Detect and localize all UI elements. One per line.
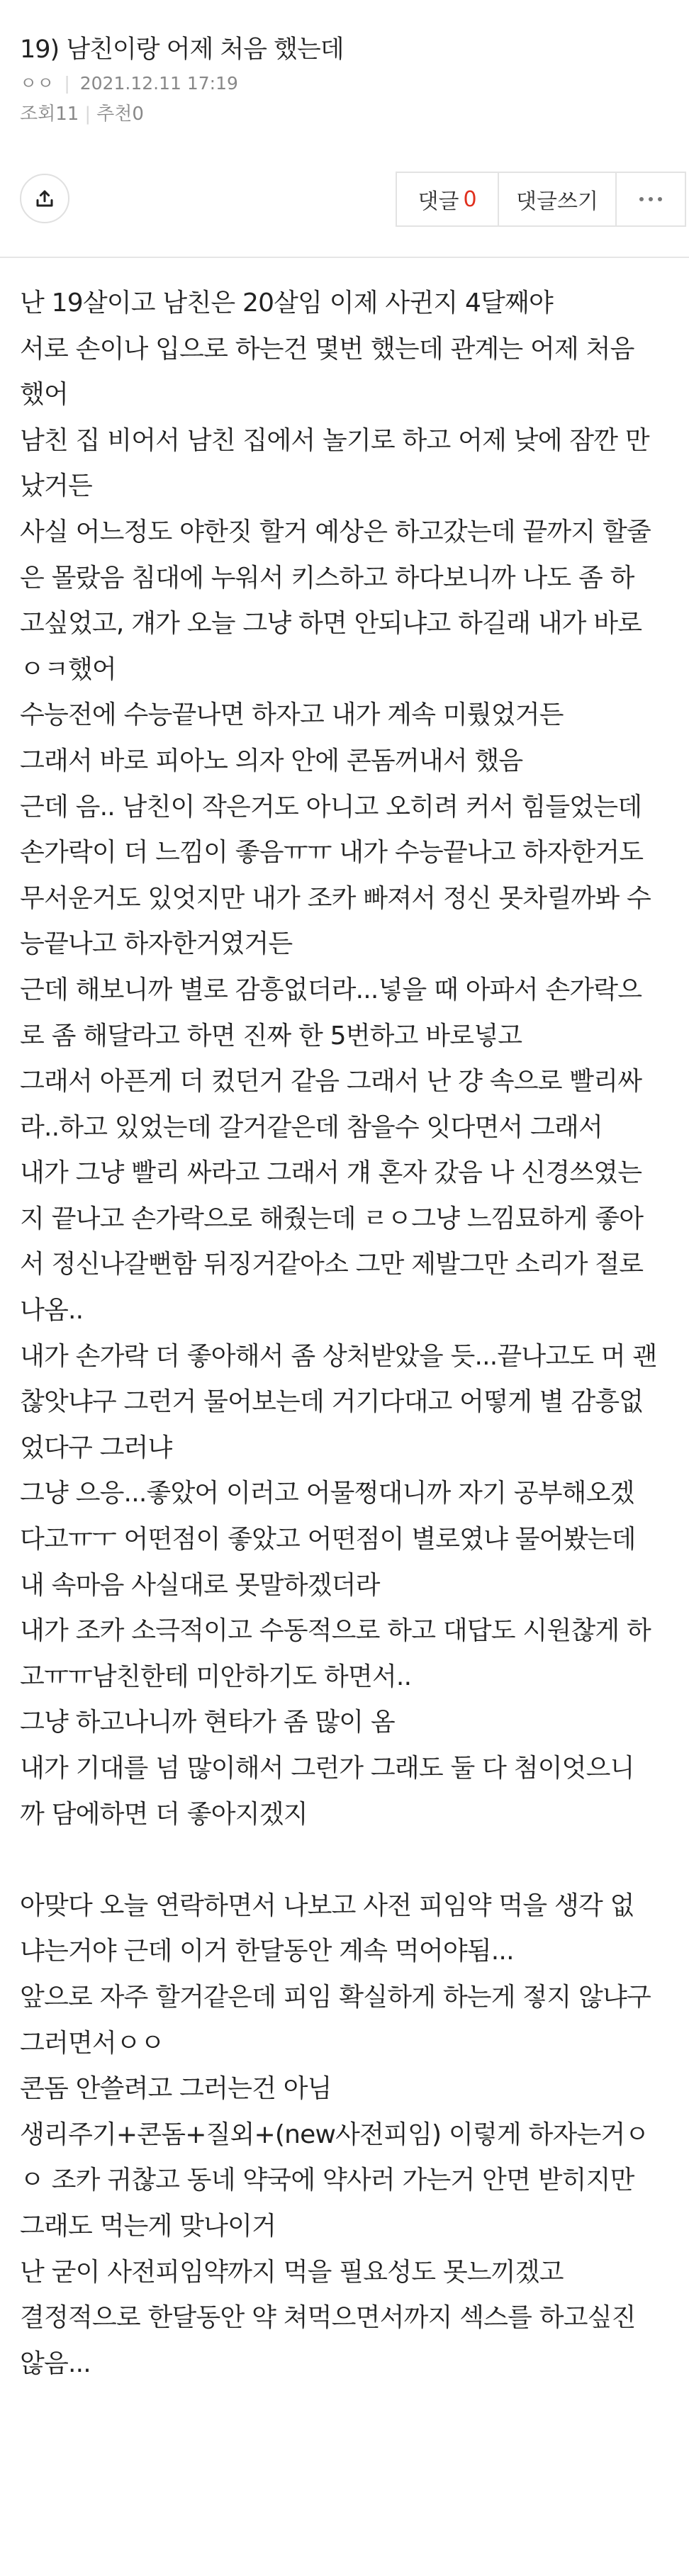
content-line: 서로 손이나 입으로 하는건 몇번 했는데 관계는 어제 처음 [20,334,634,364]
content-line: 라..하고 있었는데 갈거같은데 참을수 잇다면서 그래서 [20,1112,603,1142]
author-name[interactable]: ㅇㅇ [20,73,55,94]
content-line: 그냥 하고나니까 현타가 좀 많이 옴 [20,1708,395,1737]
stats-separator: | [84,103,91,125]
more-button[interactable] [617,173,685,225]
comments-label: 댓글 [418,189,459,214]
post-stats [20,99,144,125]
content-line: 생리주기+콘돔+질외+(new사전피임) 이렇게 하자는거ㅇ [20,2119,649,2149]
meta-separator: | [64,73,70,94]
content-line: 않음... [20,2348,91,2378]
content-line: 손가락이 더 느낌이 좋음ㅠㅠ 내가 수능끝나고 하자한거도 [20,838,644,868]
content-line: 서 정신나갈뻔함 뒤징거같아소 그만 제발그만 소리가 절로 [20,1250,644,1279]
content-line: 내가 조카 소극적이고 수동적으로 하고 대답도 시원찮게 하 [20,1616,651,1646]
post-date: 2021.12.11 17:19 [79,73,238,94]
content-line: 근데 해보니까 별로 감흥없더라...넣을 때 아파서 손가락으 [20,975,642,1004]
content-line: 수능전에 수능끝나면 하자고 내가 계속 미뤘었거든 [20,700,564,730]
content-line: 나옴.. [20,1296,84,1326]
content-line: 내가 그냥 빨리 싸라고 그래서 걔 혼자 갔음 나 신경쓰였는 [20,1158,642,1188]
share-icon [34,188,55,209]
content-line: 무서운거도 있엇지만 내가 조카 빠져서 정신 못차릴까봐 수 [20,883,651,913]
content-line: 로 좀 해달라고 하면 진짜 한 5번하고 바로넣고 [20,1021,522,1051]
comments-count: 0 [463,186,477,212]
content-line: 그래서 바로 피아노 의자 안에 콘돔꺼내서 했음 [20,746,523,775]
content-line: 그러면서ㅇㅇ [20,2028,164,2058]
content-line: 난 굳이 사전피임약까지 먹을 필요성도 못느끼겠고 [20,2257,564,2287]
content-line: 고ㅠㅠ남친한테 미안하기도 하면서.. [20,1662,412,1691]
comments-button[interactable] [397,173,499,225]
content-line: 난 19살이고 남친은 20살임 이제 사귄지 4달째야 [20,289,553,318]
content-line: 그래도 먹는게 맞나이거 [20,2211,276,2241]
content-line: 찮앗냐구 그런거 물어보는데 거기다대고 어떻게 별 감흥없 [20,1387,644,1417]
content-line: 사실 어느정도 야한짓 할거 예상은 하고갔는데 끝까지 할줄 [20,517,651,547]
content-line: 났거든 [20,471,92,501]
post-header [0,0,689,156]
content-line: 근데 음.. 남친이 작은거도 아니고 오히려 커서 힘들었는데 [20,792,642,822]
post-title: 19) 남친이랑 어제 처음 했는데 [20,35,344,64]
content-line: 었다구 그러냐 [20,1433,172,1462]
content-line: 그래서 아픈게 더 컸던거 같음 그래서 난 걍 속으로 빨리싸 [20,1067,642,1097]
content-line: 은 몰랐음 침대에 누워서 키스하고 하다보니까 나도 좀 하 [20,563,634,593]
post-meta [20,69,238,95]
content-line: 내가 기대를 넘 많이해서 그런가 그래도 둘 다 첨이엇으니 [20,1754,634,1783]
more-icon [639,197,662,201]
content-line: 콘돔 안쓸려고 그러는건 아님 [20,2074,332,2104]
write-comment-label: 댓글쓰기 [516,189,598,214]
post-content [20,281,672,2387]
content-line: 아맞다 오늘 연락하면서 나보고 사전 피임약 먹을 생각 없 [20,1891,634,1920]
write-comment-button[interactable] [499,173,617,225]
content-line: 고싶었고, 걔가 오늘 그냥 하면 안되냐고 하길래 내가 바로 [20,609,642,639]
content-line: 남친 집 비어서 남친 집에서 놀기로 하고 어제 낮에 잠깐 만 [20,425,649,455]
content-line: 까 담에하면 더 좋아지겠지 [20,1799,308,1829]
content-line: 능끝나고 하자한거였거든 [20,929,293,959]
header-divider [0,257,689,258]
content-line: 다고ㅠㅜ 어떤점이 좋았고 어떤점이 별로였냐 물어봤는데 [20,1525,636,1555]
content-line: 냐는거야 근데 이거 한달동안 계속 먹어야됨... [20,1937,514,1966]
comment-actions [396,172,686,227]
content-line: ㅇ 조카 귀찮고 동네 약국에 약사러 가는거 안면 받히지만 [20,2166,634,2195]
content-line: 결정적으로 한달동안 약 쳐먹으면서까지 섹스를 하고싶진 [20,2303,636,2333]
content-line: 그냥 으응...좋았어 이러고 어물쩡대니까 자기 공부해오겠 [20,1479,634,1508]
share-button[interactable] [20,174,69,223]
content-line: 앞으로 자주 할거같은데 피임 확실하게 하는게 젛지 않냐구 [20,1982,651,2012]
view-count: 조회11 [20,103,79,125]
content-line: ㅇㅋ했어 [20,654,116,684]
content-line: 지 끝나고 손가락으로 해줬는데 ㄹㅇ그냥 느낌묘하게 좋아 [20,1204,644,1233]
content-line: 했어 [20,380,68,410]
content-line: 내가 손가락 더 좋아해서 좀 상처받았을 듯...끝나고도 머 괜 [20,1341,657,1371]
content-line [20,1837,672,1883]
recommend-count: 추천0 [96,103,144,125]
content-line: 내 속마음 사실대로 못말하겠더라 [20,1570,380,1600]
